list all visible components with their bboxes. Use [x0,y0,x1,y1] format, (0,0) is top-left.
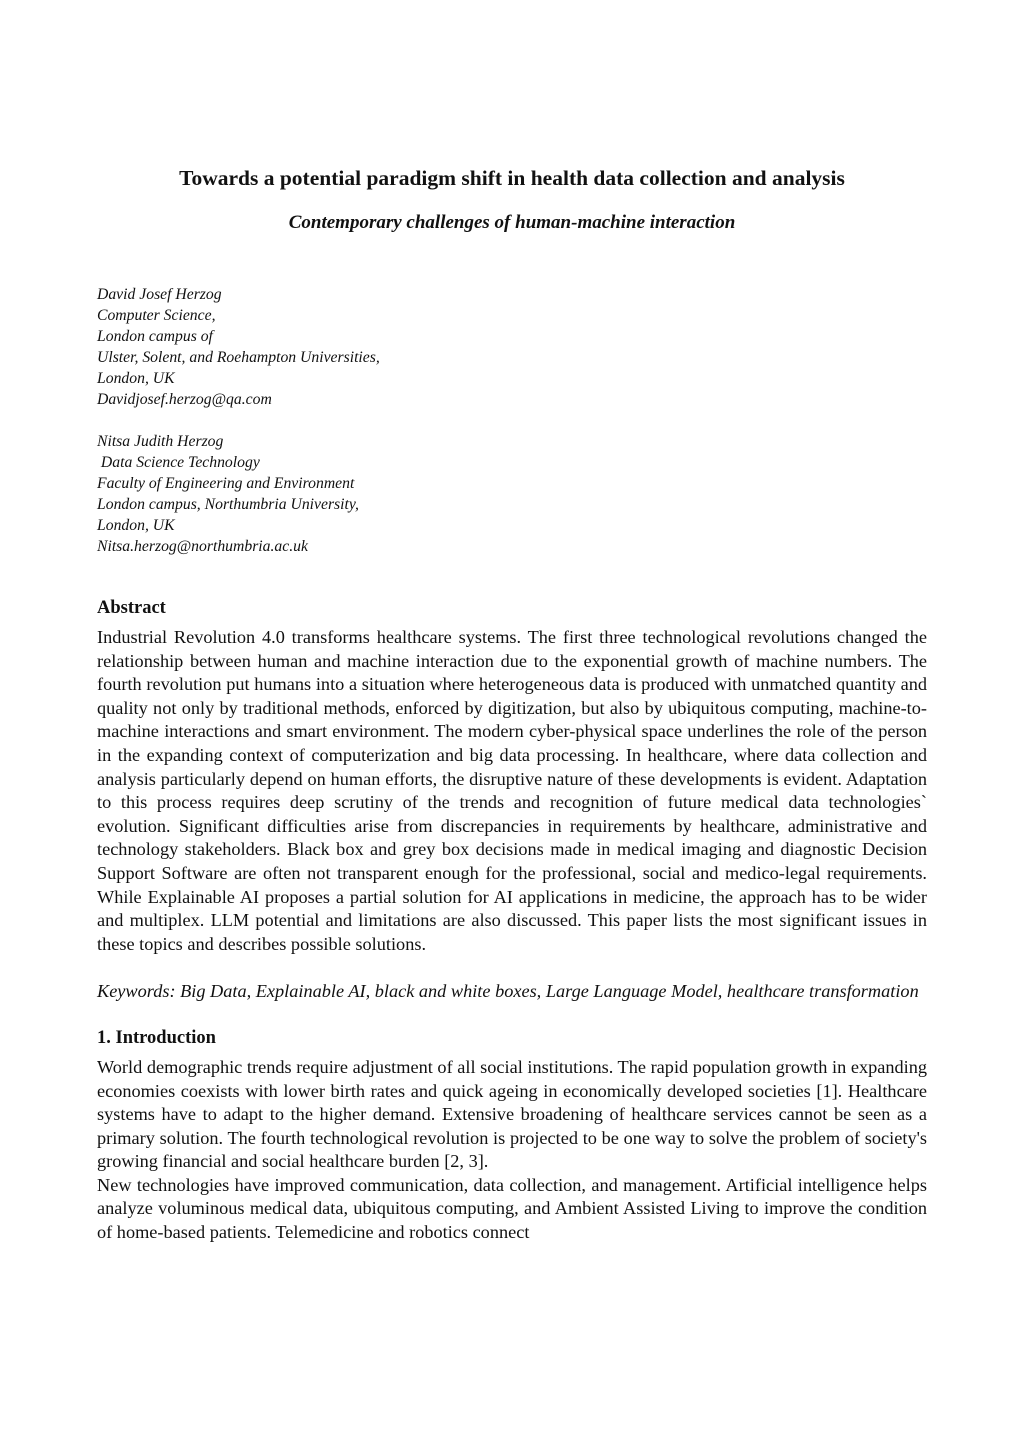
keywords: Keywords: Big Data, Explainable AI, black and white boxes, Large Language Model, healthcare transformation [97,981,919,1002]
paper-title: Towards a potential paradigm shift in health data collection and analysis [179,166,845,190]
introduction-heading: 1. Introduction [97,1027,216,1048]
author-name: David Josef Herzog [97,286,222,303]
introduction-paragraph-2: New technologies have improved communication, data collection, and management. Artificial intelligence helps analyze voluminous medical data, ubiquitous computing, and Ambient Assisted Living to improve the condition of home-based patients. Telemedicine and robotics connect [97,1174,927,1243]
author-location: London, UK [97,370,175,387]
abstract-heading: Abstract [97,598,166,618]
abstract-text: Industrial Revolution 4.0 transforms healthcare systems. The first three technological revolutions changed the relationship between human and machine interaction due to the exponential growth of machine numbers. The fourth revolution put humans into a situation where heterogeneous data is produced with unmatched quantity and quality not only by traditional methods, enforced by digitization, but also by ubiquitous computing, machine-to-machine interactions and smart environment. The modern cyber-physical space underlines the role of the person in the expanding context of computerization and big data processing. In healthcare, where data collection and analysis particularly depend on human efforts, the disruptive nature of these developments is evident. Adaptation to this process requires deep scrutiny of the trends and recognition of future medical data technologies` evolution. Significant difficulties arise from discrepancies in requirements by healthcare, administrative and technology stakeholders. Black box and grey box decisions made in medical imaging and diagnostic Decision Support Software are often not transparent enough for the professional, social and medico-legal requirements. While Explainable AI proposes a partial solution for AI applications in medicine, the approach has to be wider and multiplex. LLM potential and limitations are also discussed. This paper lists the most significant issues in these topics and describes possible solutions. [97,627,927,954]
author-email: Nitsa.herzog@northumbria.ac.uk [97,538,308,555]
paper-body [97,594,927,1245]
author-department: Data Science Technology [97,454,260,471]
author-affiliation: London campus of [97,328,213,345]
author-affiliation: Ulster, Solent, and Roehampton Universities, [97,349,380,366]
author-email: Davidjosef.herzog@qa.com [97,391,272,408]
paper-subtitle: Contemporary challenges of human-machine interaction [288,212,736,233]
author-affiliation: Faculty of Engineering and Environment [97,475,355,492]
author-block-2 [97,431,797,557]
author-location: London, UK [97,517,175,534]
authors-section [97,284,797,557]
author-name: Nitsa Judith Herzog [97,433,224,450]
author-department: Computer Science, [97,307,216,324]
author-block-1 [97,284,797,410]
introduction-paragraph-1: World demographic trends require adjustment of all social institutions. The rapid population growth in expanding economies coexists with lower birth rates and quick ageing in economically developed societies [1]. Healthcare systems have to adapt to the higher demand. Extensive broadening of healthcare services cannot be seen as a primary solution. The fourth technological revolution is projected to be one way to solve the problem of society's growing financial and social healthcare burden [2, 3]. [97,1056,927,1172]
author-affiliation: London campus, Northumbria University, [97,496,359,513]
